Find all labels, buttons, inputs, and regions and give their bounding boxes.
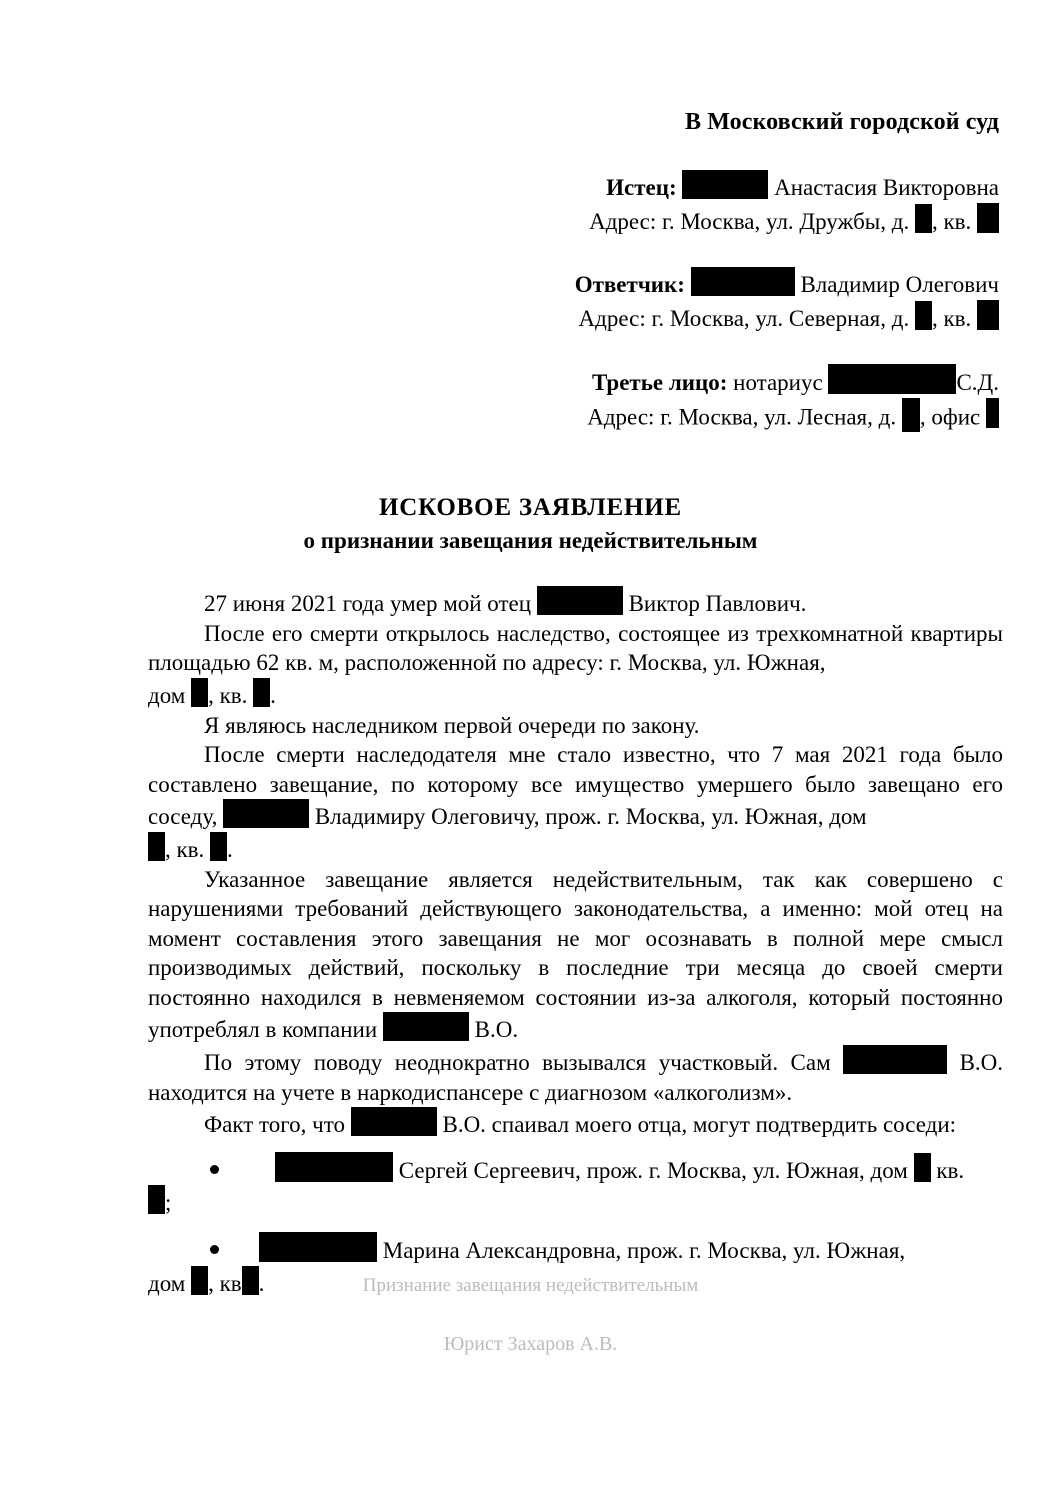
redaction-inheritance-flat — [253, 678, 270, 707]
paragraph-will-details-tail — [148, 832, 1003, 865]
defendant-address-mid: , кв. — [931, 305, 972, 331]
document-body — [0, 586, 1061, 1298]
third-person-address-prefix: Адрес: г. Москва, ул. Лесная, д. — [587, 404, 897, 430]
p4-text-c: , кв. — [165, 837, 205, 862]
spacer — [0, 237, 1061, 267]
paragraph-will-details — [148, 740, 1003, 832]
p2-tail-c: . — [270, 683, 276, 709]
paragraph-police-record — [148, 1045, 1003, 1107]
p2-text: После его смерти открылось наследство, состоящее из трехкомнатной квартиры площадью 62 кв. м, расположенной по адресу: г. Москва, ул. Южная, — [148, 620, 1003, 676]
redaction-defendant-mention-1 — [843, 1045, 947, 1074]
redaction-witness-1-house — [914, 1153, 931, 1182]
third-person-address-mid: , офис — [919, 404, 981, 430]
p6-text-b: В.О. находится на учете в наркодиспансере с диагнозом «алкоголизм». — [148, 1050, 1004, 1105]
redaction-plaintiff-flat — [977, 203, 999, 233]
defendant-address-prefix: Адрес: г. Москва, ул. Северная, д. — [578, 305, 910, 331]
paragraph-invalidity-grounds — [148, 865, 1003, 1045]
redaction-defendant-house — [915, 301, 932, 330]
list-item — [148, 1232, 1003, 1266]
list-item-tail — [148, 1185, 1003, 1218]
redaction-neighbour-surname — [223, 799, 309, 828]
redaction-notary-office — [986, 398, 999, 428]
plaintiff-address-prefix: Адрес: г. Москва, ул. Дружбы, д. — [589, 208, 910, 234]
third-person-name-suffix: С.Д. — [956, 369, 999, 395]
p2-tail-b: , кв. — [208, 683, 248, 709]
plaintiff-name-line — [0, 170, 999, 203]
p7-text-a: Факт того, что — [204, 1112, 345, 1138]
bullet-icon — [210, 1165, 219, 1174]
defendant-name-line — [0, 267, 999, 300]
party-block-plaintiff — [0, 170, 1061, 237]
third-person-role-label: Третье лицо: — [591, 369, 728, 395]
p7-text-b: В.О. спаивал моего отца, могут подтвердить соседи: — [442, 1112, 957, 1138]
witness-2-name: Марина Александровна, прож. г. Москва, ул. Южная, — [382, 1238, 906, 1264]
witness-2-tail-a: дом — [148, 1270, 186, 1296]
bullet-icon — [210, 1245, 219, 1254]
p6-text-a: По этому поводу неоднократно вызывался участковый. Сам — [204, 1050, 831, 1076]
spacer — [0, 432, 1061, 494]
third-person-name-line — [0, 364, 999, 398]
spacer — [148, 1218, 1003, 1232]
redaction-inheritance-house — [191, 678, 208, 707]
witness-1-name: Сергей Сергеевич, прож. г. Москва, ул. Южная, дом — [398, 1157, 908, 1183]
p5-text-a: Указанное завещание является недействительным, так как совершено с нарушениями требований действующего законодательства, а именно: мой отец на момент составления этого завещания не мог осознавать в полной мере смысл производимых действий, поскольку в последние три месяца до своей смерти постоянно находился в невменяемом состоянии из-за алкоголя, который постоянно употреблял в компании — [148, 866, 1003, 1043]
paragraph-death-notice — [148, 586, 1003, 619]
redaction-father-surname — [537, 586, 623, 615]
spacer — [0, 334, 1061, 364]
witness-1-tail-a: кв. — [936, 1157, 965, 1183]
p1-text-a: 27 июня 2021 года умер мой отец — [204, 591, 532, 617]
spacer — [148, 1140, 1003, 1152]
paragraph-inheritance — [148, 619, 1003, 678]
page-title: ИСКОВОЕ ЗАЯВЛЕНИЕ — [379, 494, 682, 522]
witness-2-tail-b: , кв — [208, 1270, 242, 1296]
redaction-notary-house — [902, 398, 920, 432]
paragraph-inheritance-tail — [148, 678, 1003, 711]
redaction-defendant-flat — [977, 300, 999, 330]
plaintiff-address-line — [0, 203, 999, 237]
defendant-name-suffix: Владимир Олегович — [800, 271, 999, 297]
paragraph-witness-intro — [148, 1107, 1003, 1140]
p4-text-d: . — [227, 837, 233, 862]
footer-line-2: Юрист Захаров А.В. — [443, 1332, 618, 1355]
spacer — [0, 137, 1061, 170]
redaction-neighbour-flat — [210, 832, 227, 861]
defendant-address-line — [0, 300, 999, 334]
redaction-witness-1-flat — [148, 1185, 165, 1214]
redaction-company-surname — [383, 1012, 469, 1041]
footer-line-1: Признание завещания недействительным — [362, 1275, 699, 1296]
redaction-defendant-mention-2 — [351, 1107, 437, 1136]
redaction-defendant-surname — [691, 267, 795, 296]
third-person-address-line — [0, 398, 999, 433]
third-person-role-extra: нотариус — [733, 369, 823, 395]
paragraph-heir-status — [148, 711, 1003, 741]
list-item — [148, 1152, 1003, 1186]
redaction-notary-surname — [828, 364, 956, 394]
page-subtitle: о признании завещания недействительным — [303, 528, 758, 554]
party-block-third-person — [0, 364, 1061, 433]
p2-tail-a: дом — [148, 683, 186, 709]
spacer — [0, 554, 1061, 586]
court-addressee: В Московский городской суд — [685, 109, 999, 135]
witness-1-tail-b: ; — [165, 1190, 172, 1216]
footer-watermark — [0, 1276, 1061, 1355]
witness-2-tail-c: . — [258, 1270, 265, 1296]
party-block-defendant — [0, 267, 1061, 334]
p4-text-b: Владимиру Олеговичу, прож. г. Москва, ул. Южная, дом — [314, 804, 867, 830]
redaction-neighbour-house — [148, 832, 165, 861]
redaction-plaintiff-surname — [682, 170, 768, 199]
p3-text: Я являюсь наследником первой очереди по закону. — [204, 712, 700, 738]
redaction-plaintiff-house — [915, 204, 932, 233]
defendant-role-label: Ответчик: — [574, 271, 685, 297]
p4-text-a: После смерти наследодателя мне стало известно, что 7 мая 2021 года было составлено завещание, по которому все имущество умершего было завещано его соседу, — [148, 742, 1003, 830]
redaction-witness-1-surname — [275, 1152, 393, 1182]
plaintiff-address-mid: , кв. — [931, 208, 972, 234]
plaintiff-role-label: Истец: — [606, 174, 677, 200]
p1-text-b: Виктор Павлович. — [628, 591, 807, 617]
redaction-witness-2-surname — [259, 1232, 377, 1262]
p5-text-b: В.О. — [474, 1017, 519, 1043]
plaintiff-name-suffix: Анастасия Викторовна — [774, 174, 999, 200]
